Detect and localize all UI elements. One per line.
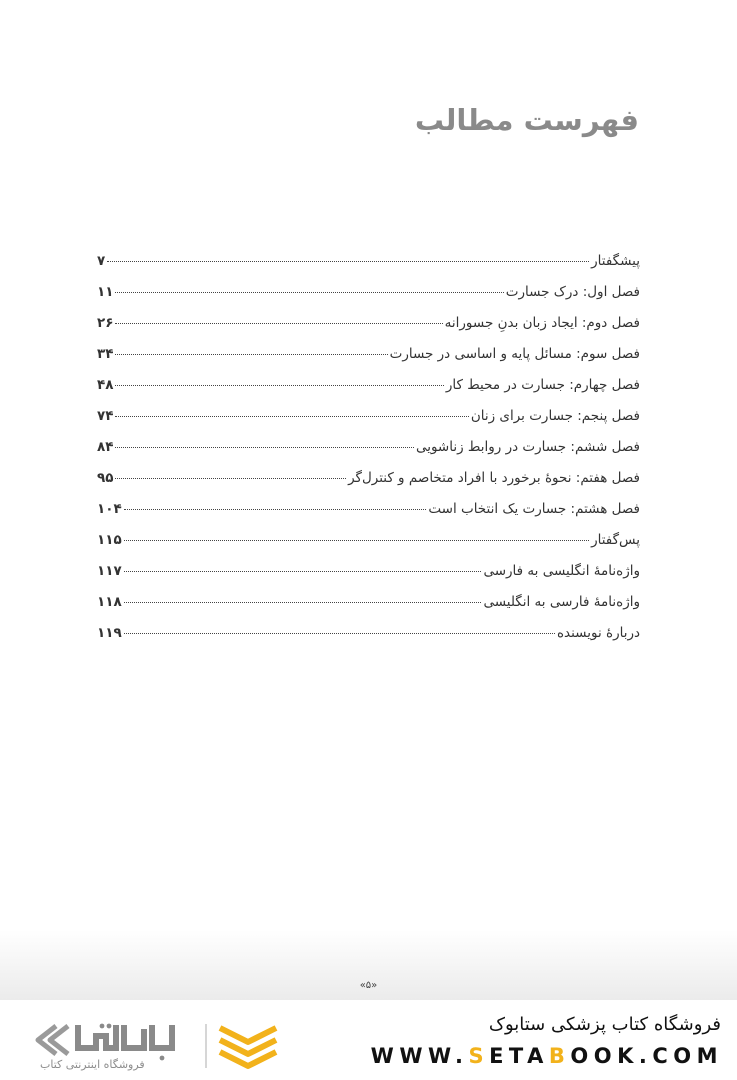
toc-leader-dots: [124, 540, 589, 541]
toc-entry[interactable]: [97, 625, 640, 656]
store-name: فروشگاه کتاب پزشکی ستابوک: [488, 1014, 721, 1035]
toc-leader-dots: [107, 261, 589, 262]
toc-leader-dots: [115, 323, 442, 324]
toc-entry[interactable]: [97, 470, 640, 501]
toc-entry-page: ۲۶: [97, 315, 114, 331]
toc-entry-page: ۴۸: [97, 377, 114, 393]
toc-entry-page: ۱۰۴: [97, 501, 122, 517]
toc-entry-page: ۱۱۹: [97, 625, 122, 641]
toc-entry-page: ۱۱۸: [97, 594, 122, 610]
toc-entry-label: پیشگفتار: [591, 253, 640, 269]
toc-leader-dots: [124, 509, 427, 510]
toc-leader-dots: [115, 416, 468, 417]
toc-leader-dots: [124, 633, 555, 634]
store-footer: [0, 1000, 737, 1080]
toc-leader-dots: [115, 292, 503, 293]
toc-entry-label: پس‌گفتار: [591, 532, 640, 548]
page-number: «۵»: [359, 980, 378, 991]
url-part: ETA: [489, 1044, 549, 1068]
toc-entry-label: دربارهٔ نویسنده: [556, 625, 640, 641]
page-title: فهرست مطالب: [414, 103, 639, 137]
url-part: WWW.: [370, 1044, 469, 1068]
toc-entry-page: ۱۱۵: [97, 532, 122, 548]
toc-entry[interactable]: [97, 284, 640, 315]
toc-entry-label: واژه‌نامهٔ انگلیسی به فارسی: [483, 563, 640, 579]
toc-entry[interactable]: [97, 377, 640, 408]
toc-entry-label: فصل دوم: ایجاد زبان بدنِ جسورانه: [444, 315, 640, 331]
toc-entry-page: ۹۵: [97, 470, 114, 486]
toc-entry-page: ۱۱۷: [97, 563, 122, 579]
toc-entry[interactable]: [97, 501, 640, 532]
toc-leader-dots: [115, 354, 387, 355]
table-of-contents: [97, 253, 640, 656]
toc-entry[interactable]: [97, 532, 640, 563]
store-url[interactable]: [371, 1044, 723, 1068]
toc-entry[interactable]: [97, 594, 640, 625]
toc-entry[interactable]: [97, 439, 640, 470]
toc-entry-label: فصل سوم: مسائل پایه و اساسی در جسارت: [389, 346, 640, 362]
toc-entry-page: ۷: [97, 253, 106, 269]
toc-leader-dots: [124, 602, 482, 603]
toc-entry[interactable]: [97, 253, 640, 284]
toc-entry-page: ۱۱: [97, 284, 114, 300]
toc-entry-label: فصل ششم: جسارت در روابط زناشویی: [415, 439, 640, 455]
logo-tagline: فروشگاه اینترنتی کتاب: [40, 1058, 145, 1071]
toc-leader-dots: [115, 385, 443, 386]
toc-entry-label: فصل هشتم: جسارت یک انتخاب است: [428, 501, 640, 517]
toc-entry-page: ۸۴: [97, 439, 114, 455]
toc-entry[interactable]: [97, 563, 640, 594]
toc-entry-label: فصل اول: درک جسارت: [505, 284, 640, 300]
toc-entry[interactable]: [97, 315, 640, 346]
toc-entry-label: واژه‌نامهٔ فارسی به انگلیسی: [483, 594, 640, 610]
url-accent: B: [548, 1044, 571, 1068]
url-accent: S: [468, 1044, 490, 1068]
url-part: OOK.COM: [570, 1044, 723, 1068]
toc-entry[interactable]: [97, 408, 640, 439]
toc-leader-dots: [124, 571, 482, 572]
toc-entry-label: فصل چهارم: جسارت در محیط کار: [445, 377, 640, 393]
toc-entry-label: فصل پنجم: جسارت برای زنان: [470, 408, 640, 424]
toc-entry-page: ۷۴: [97, 408, 114, 424]
toc-entry-page: ۳۴: [97, 346, 114, 362]
toc-leader-dots: [115, 447, 413, 448]
toc-entry[interactable]: [97, 346, 640, 377]
toc-leader-dots: [115, 478, 346, 479]
toc-entry-label: فصل هفتم: نحوهٔ برخورد با افراد متخاصم و کنترل‌گر: [348, 470, 640, 486]
